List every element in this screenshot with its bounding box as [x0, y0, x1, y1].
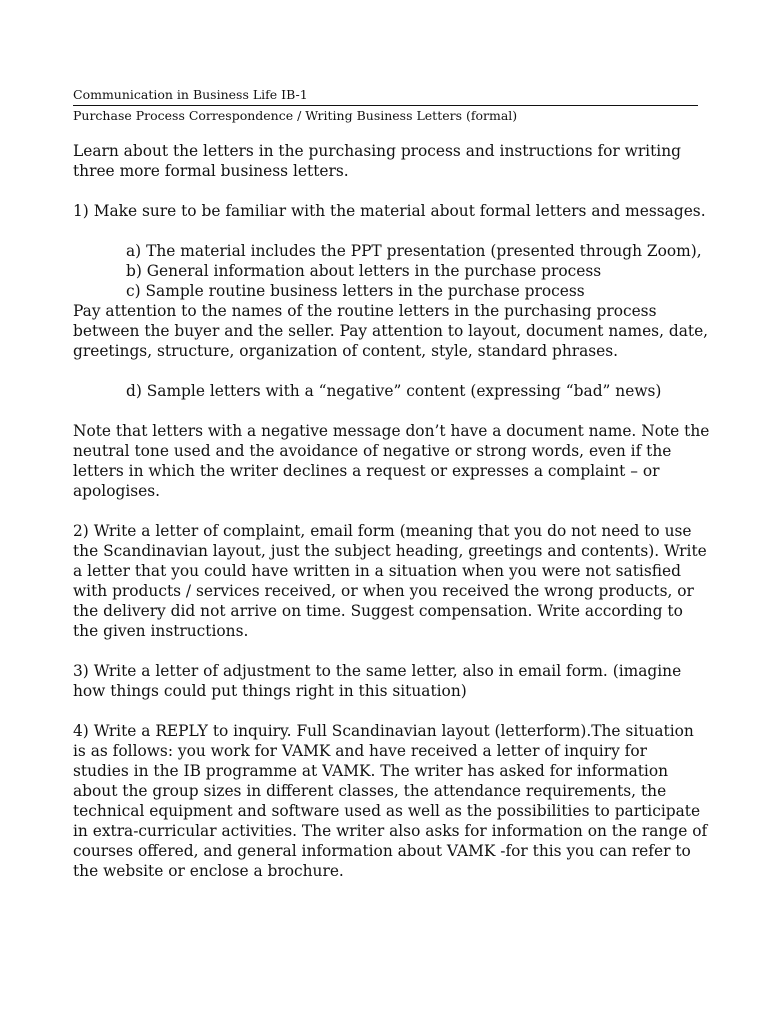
task-4-line: courses offered, and general information about VAMK -for this you can refer to — [73, 842, 691, 860]
note-line: letters in which the writer declines a request or expresses a complaint – or — [73, 462, 660, 480]
task-1-item-c: c) Sample routine business letters in the purchase process — [126, 282, 585, 300]
task-4-line: technical equipment and software used as well as the possibilities to participate — [73, 802, 701, 820]
task-2-line: 2) Write a letter of complaint, email form (meaning that you do not need to use — [73, 522, 692, 540]
task-1-note — [73, 301, 709, 361]
task-4-paragraph — [73, 721, 708, 881]
note-line: apologises. — [73, 482, 161, 500]
intro-line: Learn about the letters in the purchasing process and instructions for writing — [73, 142, 681, 160]
task-4-line: in extra-curricular activities. The writer also asks for information on the range of — [73, 822, 708, 840]
task-1-item-a: a) The material includes the PPT presentation (presented through Zoom), — [126, 242, 702, 260]
note-line: Pay attention to the names of the routine letters in the purchasing process — [73, 302, 657, 320]
task-4-line: is as follows: you work for VAMK and have received a letter of inquiry for — [73, 742, 647, 760]
note-line: Note that letters with a negative message don’t have a document name. Note the — [73, 422, 710, 440]
task-4-line: about the group sizes in different classes, the attendance requirements, the — [73, 782, 667, 800]
task-2-line: a letter that you could have written in a situation when you were not satisfied — [73, 562, 681, 580]
task-1-title: 1) Make sure to be familiar with the material about formal letters and messages. — [73, 202, 706, 220]
task-2-line: with products / services received, or when you received the wrong products, or — [73, 582, 694, 600]
note-line: between the buyer and the seller. Pay attention to layout, document names, date, — [73, 322, 709, 340]
task-2-line: the Scandinavian layout, just the subject heading, greetings and contents). Write — [73, 542, 707, 560]
document-header — [73, 86, 698, 125]
task-2-line: the delivery did not arrive on time. Suggest compensation. Write according to — [73, 602, 683, 620]
document-body — [73, 141, 710, 881]
intro-paragraph — [73, 141, 703, 181]
task-4-line: studies in the IB programme at VAMK. The writer has asked for information — [73, 762, 669, 780]
task-4-line: the website or enclose a brochure. — [73, 862, 344, 880]
task-2-paragraph — [73, 521, 707, 641]
task-2-line: the given instructions. — [73, 622, 249, 640]
task-3-paragraph — [73, 661, 703, 701]
note-line: neutral tone used and the avoidance of negative or strong words, even if the — [73, 442, 672, 460]
task-4-line: 4) Write a REPLY to inquiry. Full Scandinavian layout (letterform).The situation — [73, 722, 694, 740]
note-line: greetings, structure, organization of content, style, standard phrases. — [73, 342, 619, 360]
course-title: Communication in Business Life IB-1 — [73, 86, 698, 106]
intro-line: three more formal business letters. — [73, 162, 349, 180]
task-3-line: how things could put things right in this situation) — [73, 682, 467, 700]
task-1-item-b: b) General information about letters in the purchase process — [126, 262, 602, 280]
task-1-items — [73, 241, 703, 301]
task-3-line: 3) Write a letter of adjustment to the same letter, also in email form. (imagine — [73, 662, 682, 680]
document-subtitle: Purchase Process Correspondence / Writing Business Letters (formal) — [73, 108, 518, 123]
task-1-item-d: d) Sample letters with a “negative” content (expressing “bad” news) — [126, 382, 662, 400]
task-1-note-2 — [73, 421, 710, 501]
